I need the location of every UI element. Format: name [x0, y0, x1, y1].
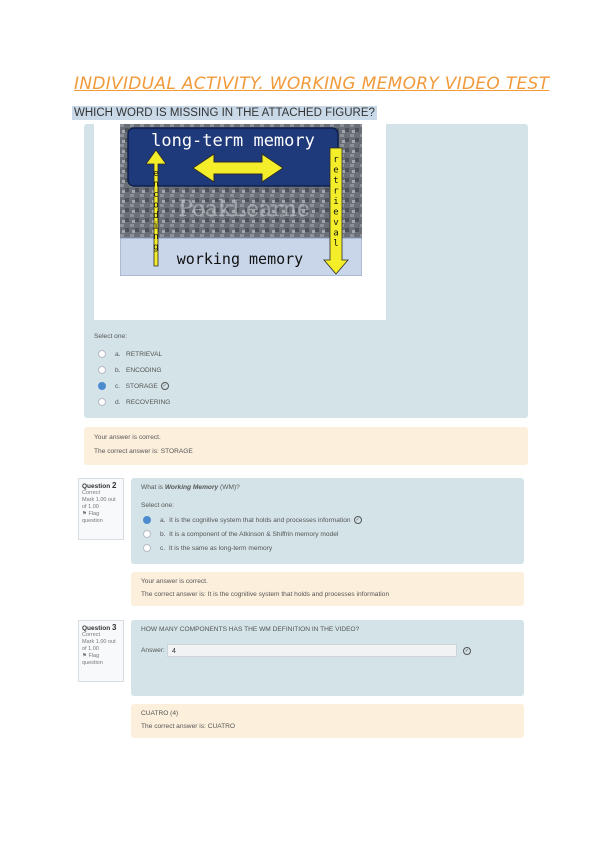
q1-feedback [84, 427, 528, 465]
radio-icon[interactable] [143, 544, 151, 552]
encoding-letter: e [153, 169, 159, 179]
top-label: long-term memory [151, 131, 315, 151]
question-3-info [78, 620, 124, 682]
correct-answer-text: The correct answer is: CUATRO [141, 723, 236, 730]
encoding-letter: o [153, 200, 159, 211]
q3-feedback [131, 704, 524, 738]
retrieval-letter: t [333, 176, 339, 186]
radio-icon[interactable] [143, 530, 151, 538]
feedback-line: Your answer is correct. [141, 578, 208, 585]
page-title: INDIVIDUAL ACTIVITY. WORKING MEMORY VIDEO TEST [74, 74, 550, 94]
encoding-letter: g [153, 242, 159, 253]
q2-feedback [131, 572, 524, 606]
question-status: Correct [82, 632, 101, 638]
question-number: 3 [111, 623, 117, 632]
radio-icon[interactable] [98, 366, 106, 374]
flag-icon: ⚑ [82, 511, 87, 517]
correct-check-icon: ✓ [464, 648, 470, 654]
bottom-label: working memory [176, 250, 304, 268]
question-status: Correct [82, 490, 101, 496]
correct-check-icon: ✓ [162, 383, 167, 389]
select-one-label: Select one: [94, 333, 127, 340]
encoding-letter: n [153, 179, 159, 190]
select-one-label: Select one: [141, 502, 174, 509]
option-a[interactable]: a. It is the cognitive system that holds and processes information ✓ [143, 513, 362, 527]
retrieval-letter: v [333, 218, 339, 228]
encoding-letter: d [153, 211, 159, 221]
question-number: 2 [111, 481, 117, 490]
radio-selected-icon[interactable] [98, 382, 106, 390]
correct-answer-text: The correct answer is: STORAGE [94, 448, 193, 455]
memory-figure [120, 124, 362, 276]
retrieval-letter: e [333, 165, 339, 176]
retrieval-letter: l [333, 239, 339, 249]
option-d[interactable]: d. RECOVERING [98, 394, 170, 410]
question-label: Question [82, 625, 111, 632]
radio-selected-icon[interactable] [143, 516, 151, 524]
encoding-letter: n [153, 232, 159, 242]
retrieval-letter: e [333, 207, 339, 218]
retrieval-letter: i [333, 197, 339, 207]
retrieval-letter: r [333, 155, 339, 165]
correct-check-icon: ✓ [355, 517, 360, 523]
question-2-panel [131, 478, 524, 564]
option-b[interactable]: b. It is a component of the Atkinson & Shiffrin memory model [143, 527, 362, 541]
question-3-panel [131, 620, 524, 696]
feedback-line: CUATRO (4) [141, 710, 179, 717]
flag-question[interactable]: ⚑ Flag question [82, 653, 103, 666]
retrieval-letter: r [333, 186, 339, 197]
q2-prompt: What is Working Memory (WM)? [141, 484, 240, 491]
watermark-text: PeakLearne [178, 197, 310, 222]
question-mark: Mark 1.00 out of 1.00 [82, 497, 116, 510]
answer-input[interactable]: 4 [167, 644, 457, 657]
correct-answer-text: The correct answer is: It is the cognitive system that holds and processes information [141, 591, 390, 598]
question-2-info [78, 478, 124, 540]
retrieval-letters [333, 155, 339, 249]
question-label: Question [82, 483, 111, 490]
question-prompt: WHICH WORD IS MISSING IN THE ATTACHED FIGURE? [74, 107, 375, 119]
option-c[interactable]: c. STORAGE ✓ [98, 378, 170, 394]
q3-prompt: HOW MANY COMPONENTS HAS THE WM DEFINITION IN THE VIDEO? [141, 626, 360, 633]
radio-icon[interactable] [98, 398, 106, 406]
retrieval-letter: a [333, 228, 339, 239]
feedback-line: Your answer is correct. [94, 434, 161, 441]
encoding-letter: i [153, 221, 159, 232]
encoding-letter: c [153, 190, 159, 200]
option-b[interactable]: b. ENCODING [98, 362, 170, 378]
q1-options [98, 346, 170, 410]
radio-icon[interactable] [98, 350, 106, 358]
encoding-letters [153, 169, 158, 253]
flag-question[interactable]: ⚑ Flag question [82, 511, 103, 524]
option-c[interactable]: c. It is the same as long-term memory [143, 541, 362, 555]
answer-label: Answer: [141, 647, 165, 654]
flag-icon: ⚑ [82, 653, 87, 659]
option-a[interactable]: a. RETRIEVAL [98, 346, 170, 362]
question-mark: Mark 1.00 out of 1.00 [82, 639, 116, 652]
